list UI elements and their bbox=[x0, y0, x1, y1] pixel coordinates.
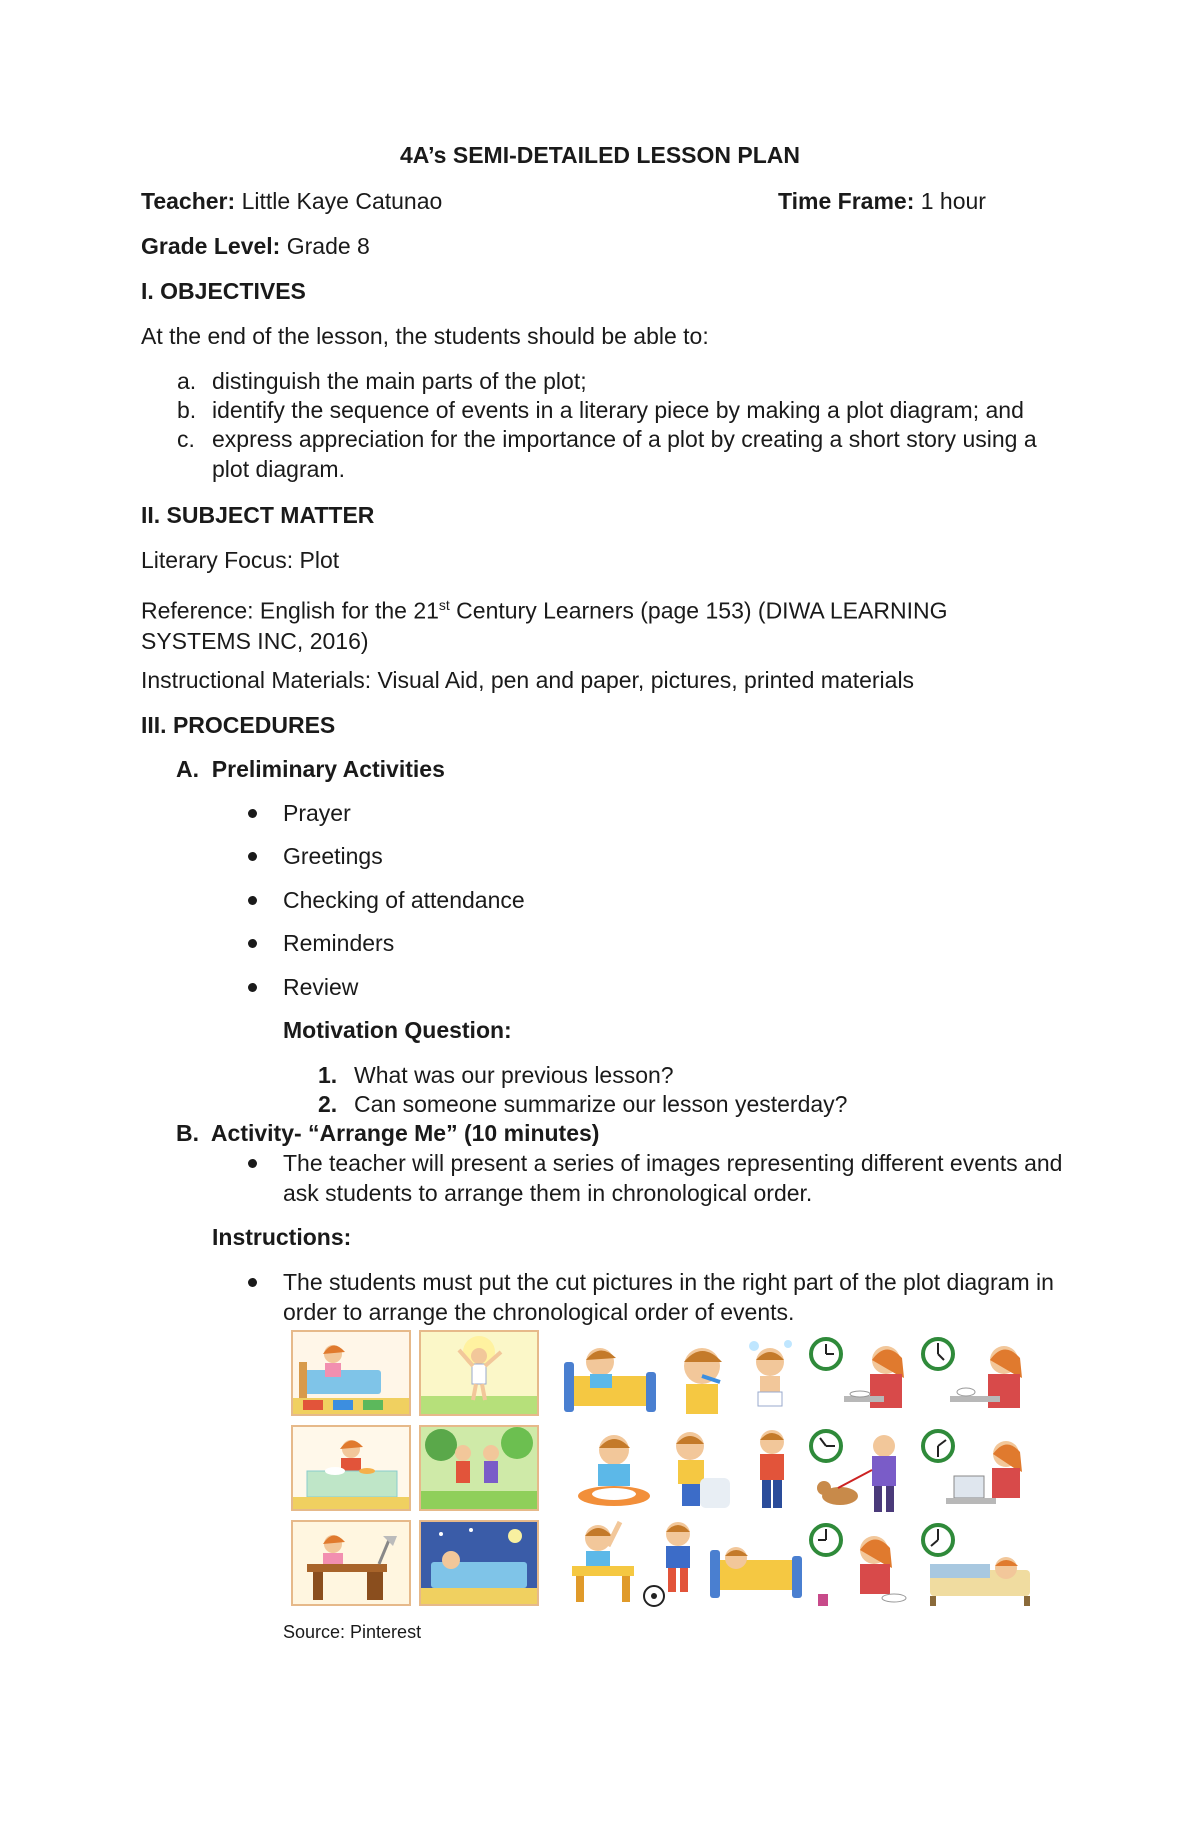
preliminary-item-reminders: Reminders bbox=[283, 930, 395, 956]
grade-level-label: Grade Level: bbox=[141, 233, 281, 259]
picture-clock-woman-work bbox=[920, 1334, 1036, 1424]
time-frame-line bbox=[778, 186, 986, 216]
bullet-icon bbox=[248, 939, 257, 948]
time-frame-value: 1 hour bbox=[920, 188, 986, 214]
bullet-icon bbox=[248, 809, 257, 818]
activity-description: The teacher will present a series of images representing different events and ask students to arrange them in chronological order. bbox=[283, 1150, 1063, 1206]
objective-marker-c: c. bbox=[177, 426, 195, 452]
reference-pre: Reference: English for the 21 bbox=[141, 597, 439, 624]
motivation-heading: Motivation Question: bbox=[283, 1017, 512, 1043]
grade-level-value: Grade 8 bbox=[286, 233, 370, 259]
objective-text-b: identify the sequence of events in a literary piece by making a plot diagram; and bbox=[212, 397, 1024, 423]
subject-matter-heading: II. SUBJECT MATTER bbox=[141, 502, 375, 528]
activity-heading: B. Activity- “Arrange Me” (10 minutes) bbox=[176, 1120, 600, 1146]
picture-boy-waking bbox=[560, 1332, 660, 1422]
motivation-question-1: What was our previous lesson? bbox=[354, 1062, 674, 1088]
preliminary-item-attendance: Checking of attendance bbox=[283, 887, 525, 913]
instructions-description: The students must put the cut pictures in the right part of the plot diagram in order to arrange the chronological order of events. bbox=[283, 1269, 1054, 1325]
picture-girl-studying bbox=[291, 1520, 411, 1606]
bullet-icon bbox=[248, 896, 257, 905]
preliminary-item-prayer: Prayer bbox=[283, 800, 351, 826]
bullet-icon bbox=[248, 852, 257, 861]
picture-girl-stretching bbox=[419, 1330, 539, 1416]
literary-focus: Literary Focus: Plot bbox=[141, 547, 340, 573]
document-title: 4A’s SEMI-DETAILED LESSON PLAN bbox=[400, 142, 800, 168]
image-source-caption: Source: Pinterest bbox=[283, 1622, 422, 1642]
objective-marker-b: b. bbox=[177, 397, 197, 423]
objective-marker-a: a. bbox=[177, 368, 197, 394]
bullet-icon bbox=[248, 983, 257, 992]
motivation-marker-1: 1. bbox=[318, 1062, 338, 1088]
grade-level-line bbox=[141, 231, 370, 261]
motivation-marker-2: 2. bbox=[318, 1091, 338, 1117]
objectives-intro: At the end of the lesson, the students should be able to: bbox=[141, 323, 709, 349]
preliminary-item-review: Review bbox=[283, 974, 359, 1000]
picture-boy-eating bbox=[568, 1424, 660, 1516]
picture-girl-breakfast bbox=[291, 1425, 411, 1511]
objective-text-a: distinguish the main parts of the plot; bbox=[212, 368, 587, 394]
preliminary-heading: A. Preliminary Activities bbox=[176, 756, 445, 782]
motivation-question-2: Can someone summarize our lesson yesterday? bbox=[354, 1091, 848, 1117]
picture-boy-toilet bbox=[660, 1424, 740, 1516]
teacher-label: Teacher: bbox=[141, 188, 236, 214]
picture-boy-at-school bbox=[562, 1516, 644, 1608]
reference-sup: st bbox=[438, 597, 450, 613]
picture-boy-brushing-teeth bbox=[662, 1332, 742, 1422]
teacher-line bbox=[141, 186, 442, 216]
picture-boy-bathing bbox=[736, 1332, 804, 1422]
picture-girl-waking bbox=[291, 1330, 411, 1416]
objective-text-c: express appreciation for the importance of a plot by creating a short story using a plot diagram. bbox=[212, 426, 1037, 482]
instructions-heading: Instructions: bbox=[212, 1224, 352, 1250]
time-frame-label: Time Frame: bbox=[778, 188, 915, 214]
teacher-value: Little Kaye Catunao bbox=[241, 188, 443, 214]
picture-boy-sleeping bbox=[706, 1516, 806, 1608]
picture-boy-playing-ball bbox=[640, 1516, 710, 1608]
reference bbox=[141, 590, 1021, 656]
bullet-icon bbox=[248, 1159, 257, 1168]
picture-clock-woman-eating bbox=[808, 1520, 918, 1610]
bullet-icon bbox=[248, 1278, 257, 1287]
picture-clock-woman-sleeping bbox=[920, 1520, 1036, 1610]
objectives-heading: I. OBJECTIVES bbox=[141, 278, 306, 304]
picture-boy-dressed bbox=[740, 1424, 804, 1516]
preliminary-item-greetings: Greetings bbox=[283, 843, 383, 869]
picture-girl-sleeping bbox=[419, 1520, 539, 1606]
picture-clock-woman-walking-dog bbox=[808, 1426, 918, 1518]
reference-post: Century Learners (page 153) (DIWA LEARNING SYSTEMS INC, 2016) bbox=[141, 597, 948, 654]
procedures-heading: III. PROCEDURES bbox=[141, 712, 336, 738]
picture-clock-woman-computer bbox=[920, 1426, 1036, 1518]
instructional-materials: Instructional Materials: Visual Aid, pen and paper, pictures, printed materials bbox=[141, 667, 915, 693]
picture-clock-woman-breakfast bbox=[808, 1334, 918, 1424]
picture-girls-playing-outside bbox=[419, 1425, 539, 1511]
